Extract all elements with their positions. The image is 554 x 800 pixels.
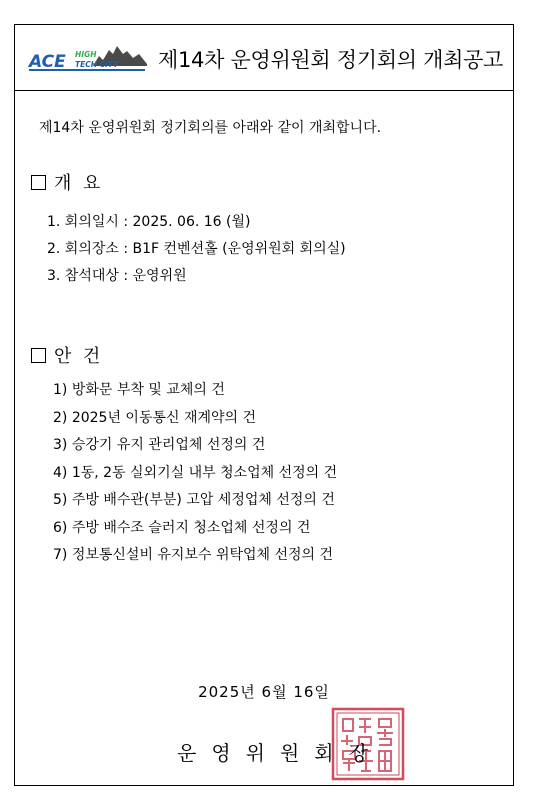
intro-text: 제14차 운영위원회 정기회의를 아래와 같이 개최합니다. — [39, 120, 382, 136]
agenda-list — [53, 377, 337, 570]
overview-heading — [31, 169, 100, 195]
overview-list — [47, 209, 346, 290]
notice-header — [15, 25, 513, 91]
checkbox-square-icon — [31, 175, 46, 190]
agenda-item: 6) 주방 배수조 슬러지 청소업체 선정의 건 — [53, 519, 311, 536]
agenda-item: 3) 승강기 유지 관리업체 선정의 건 — [53, 437, 266, 453]
overview-item-attendees: 3. 참석대상 : 운영위원 — [47, 268, 187, 284]
agenda-heading — [31, 342, 100, 368]
agenda-item: 7) 정보통신설비 유지보수 위탁업체 선정의 건 — [53, 547, 334, 563]
agenda-item: 5) 주방 배수관(부분) 고압 세정업체 선정의 건 — [53, 492, 335, 508]
ace-high-tech-city-logo — [27, 42, 151, 74]
agenda-item: 2) 2025년 이동통신 재계약의 건 — [53, 409, 257, 426]
svg-text:HIGH: HIGH — [75, 50, 97, 59]
agenda-heading-label: 안 건 — [54, 346, 101, 367]
notice-frame — [14, 24, 514, 786]
svg-text:ACE: ACE — [29, 52, 66, 72]
overview-item-date: 1. 회의일시 : 2025. 06. 16 (월) — [47, 214, 251, 230]
overview-item-place: 2. 회의장소 : B1F 컨벤션홀 (운영위원회 회의실) — [47, 241, 346, 257]
checkbox-square-icon — [31, 348, 46, 363]
agenda-item: 1) 방화문 부착 및 교체의 건 — [53, 382, 225, 398]
organization-name: 운영위원회장 — [177, 741, 383, 765]
notice-title: 제14차 운영위원회 정기회의 개최공고 — [158, 48, 504, 72]
overview-heading-label: 개 요 — [54, 173, 101, 194]
agenda-item: 4) 1동, 2동 실외기실 내부 청소업체 선정의 건 — [53, 464, 338, 481]
notice-date: 2025년 6월 16일 — [198, 683, 330, 701]
svg-text:TECH CITY: TECH CITY — [75, 60, 119, 69]
